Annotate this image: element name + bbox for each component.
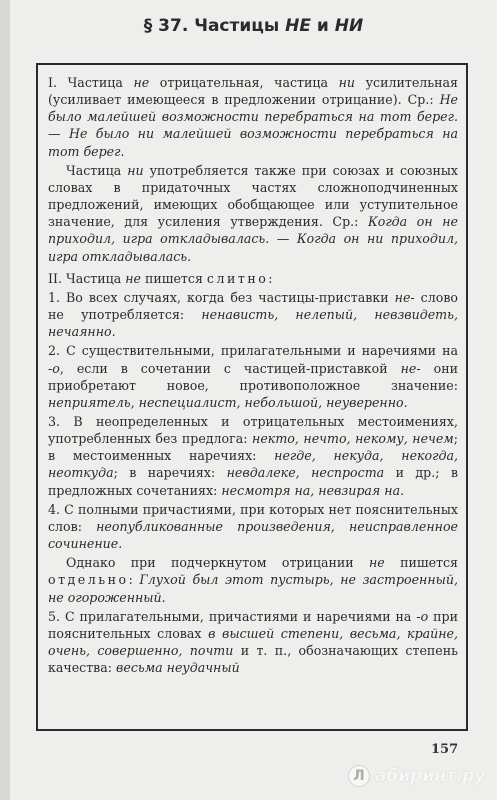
italic-example-text: Глухой был этот пустырь, не застроенный, не огороженный. [48, 572, 458, 605]
title-ne: НЕ [285, 16, 312, 36]
italic-example-text: неопубликованные произведения, неисправленное сочинение. [48, 518, 458, 552]
rule-item-3 [48, 413, 458, 499]
body-text: , если в сочетании с частицей-приставкой [59, 360, 401, 376]
section-title [10, 16, 497, 36]
italic-example-text: ненависть, нелепый, невзвидеть, нечаянно. [48, 307, 458, 340]
title-prefix: § 37. Частицы [143, 16, 286, 36]
italic-example-text: не [400, 360, 417, 376]
body-text: при пояснительных словах [48, 608, 458, 641]
body-text: 3. В неопределенных и отрицательных местоимениях, употребленных без предлога: [48, 413, 458, 447]
italic-example-text: -о [416, 608, 429, 624]
rule-item-4 [48, 501, 458, 552]
body-text: и др.; в предложных сочетаниях: [48, 465, 458, 498]
body-text: пишется [140, 270, 207, 286]
italic-example-text: Когда он не приходил, игра откладывалась. — Когда он ни приходил, игра откладывалась. [48, 214, 458, 264]
body-text: : [128, 572, 140, 588]
title-ni: НИ [334, 16, 364, 36]
italic-example-text: ни [338, 75, 356, 90]
body-text: отрицательная, частица [149, 75, 339, 90]
italic-example-text: в высшей степени, весьма, крайне, очень, совершенно, почти [48, 625, 458, 658]
rule-item-1 [48, 289, 458, 340]
watermark-logo [348, 765, 486, 787]
italic-example-text: Не было малейшей возможности перебраться на тот берег. — Не было ни малейшей возможности перебраться на тот берег. [48, 92, 458, 159]
body-text: 2. С существительными, прилагательными и наречиями на [48, 343, 458, 359]
body-text: усилительная (усиливает имеющееся в предложении отрицание). Ср.: [48, 75, 458, 108]
italic-example-text: не [125, 270, 141, 286]
body-text: II. Частица [48, 270, 126, 286]
rule-note [48, 554, 458, 605]
body-text: употребляется также при союзах и союзных словах в придаточных частях сложноподчиненных предложений, имеющих обобщающее или уступительное значение, для усиления утверждения. Ср.: [48, 162, 458, 230]
body-text: : [268, 270, 273, 286]
page-number: 157 [431, 742, 459, 757]
italic-example-text: невдалеке, неспроста [226, 465, 385, 481]
rule-box-content [48, 74, 458, 724]
italic-example-text: негде, некуда, некогда, неоткуда [48, 448, 458, 481]
watermark-text: абиринт.ру [375, 766, 486, 786]
body-text: - они приобретают новое, противоположное значение: [48, 360, 458, 393]
italic-example-text: -о [48, 360, 60, 376]
body-text: 4. С полными причастиями, при которых нет пояснительных слов: [48, 501, 458, 534]
italic-example-text: некто, нечто, некому, нечем [252, 431, 454, 447]
body-text: 5. С прилагательными, причастиями и наречиями на [48, 608, 417, 624]
section2-heading [48, 270, 458, 287]
body-text: Частица [66, 162, 128, 178]
body-text: и т. п., обозначающих степень качества: [48, 643, 458, 676]
rule-item-2 [48, 342, 458, 411]
italic-example-text: не [133, 75, 150, 90]
italic-example-text: неприятель, неспециалист, небольшой, неуверенно. [48, 394, 408, 410]
title-and: и [311, 16, 335, 36]
spaced-emphasis-text: отдельно [48, 572, 129, 588]
body-text: пишется [384, 555, 458, 571]
spaced-emphasis-text: слитно [206, 270, 269, 286]
rule-item-5 [48, 608, 458, 677]
body-text: I. Частица [48, 75, 134, 90]
italic-example-text: не [369, 555, 385, 571]
book-page [10, 0, 497, 800]
italic-example-text: несмотря на, невзирая на. [221, 482, 405, 498]
labirint-logo-icon: Л [348, 765, 370, 787]
body-text: - слово не употребляется: [48, 289, 458, 323]
section1-paragraph2 [48, 162, 458, 265]
body-text: ; в местоименных наречиях: [48, 431, 458, 464]
body-text: ; в наречиях: [113, 465, 227, 481]
italic-example-text: ни [127, 162, 144, 178]
italic-example-text: весьма неудачный [116, 660, 240, 676]
body-text: 1. Во всех случаях, когда без частицы-приставки [48, 289, 395, 305]
section1-paragraph1 [48, 74, 458, 160]
body-text: Однако при подчеркнутом отрицании [66, 555, 369, 571]
italic-example-text: не [394, 289, 411, 305]
